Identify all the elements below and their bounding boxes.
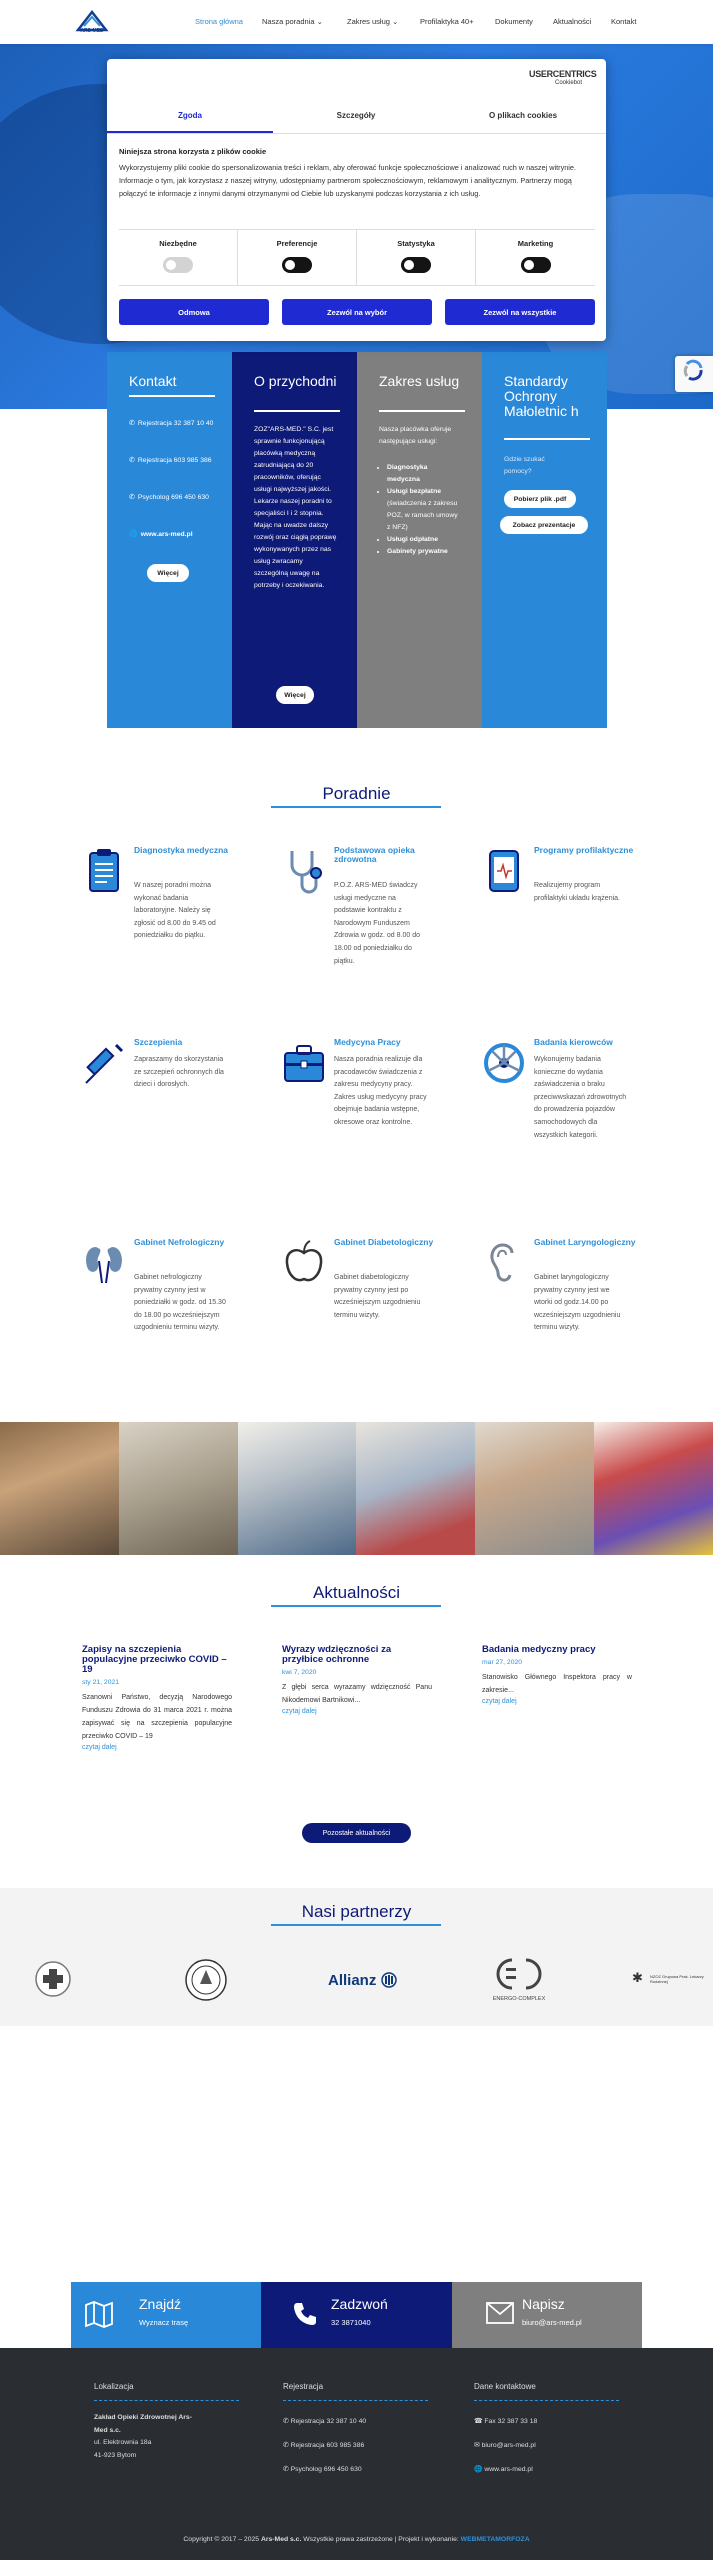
gallery-photo[interactable] xyxy=(119,1422,238,1555)
footer-fax xyxy=(474,2416,537,2429)
allianz-eagle-icon xyxy=(381,1972,397,1988)
tablet-icon xyxy=(482,846,526,896)
energo-complex-logo[interactable] xyxy=(484,1954,554,2004)
energo-complex-text: ENERGO-COMPLEX xyxy=(492,1996,546,2002)
nzoz-logo-text: NZOZ Grupowa Prak. Lekarzy Rodzinnej xyxy=(650,1974,704,1984)
globe-icon: 🌐 xyxy=(474,2466,485,2473)
services-list xyxy=(379,462,459,558)
clinic-description: P.O.Z. ARS-MED świadczy usługi medyczne na podstawie kontraktu z Narodowym Funduszem Zdrowia w godz. od 8.00 do 18.00 od poniedziałku do piątku. xyxy=(334,882,420,965)
news-item xyxy=(482,1645,632,1705)
cookiebot-label: Cookiebot xyxy=(555,80,583,86)
clinic-item xyxy=(82,1238,257,1418)
clipboard-icon xyxy=(82,846,126,896)
energo-complex-symbol-icon xyxy=(484,1954,554,1994)
contact-find-title: Znajdź xyxy=(139,2296,182,2312)
phone-icon: ✆ xyxy=(283,2466,291,2473)
services-item-note: (świadczenia z zakresu POZ, w ramach umowy z NFZ) xyxy=(387,500,458,531)
read-more-link[interactable]: czytaj dalej xyxy=(282,1708,317,1715)
more-button[interactable]: Więcej xyxy=(276,686,314,704)
footer-heading-rejestracja: Rejestracja xyxy=(283,2382,324,2391)
webmetamorfoza-link[interactable]: WEBMETAMORFOZA xyxy=(460,2536,530,2543)
nav-aktualnosci[interactable]: Aktualności xyxy=(553,17,592,26)
steering-wheel-icon xyxy=(482,1038,526,1088)
clinic-item xyxy=(82,846,257,1026)
contact-find[interactable] xyxy=(71,2282,261,2348)
divider xyxy=(107,133,606,134)
nav-nasza-poradnia[interactable] xyxy=(262,17,323,26)
phone-icon: ✆ xyxy=(129,457,135,464)
clinic-item xyxy=(482,1038,657,1218)
news-date: kwi 7, 2020 xyxy=(282,1669,317,1676)
stethoscope-icon xyxy=(282,846,326,896)
gallery-photo[interactable] xyxy=(356,1422,475,1555)
allow-all-button[interactable]: Zezwól na wszystkie xyxy=(445,299,595,325)
contact-write-title: Napisz xyxy=(522,2296,565,2312)
toggle-niezbedne xyxy=(163,257,193,273)
clinic-title[interactable]: Gabinet Nefrologiczny xyxy=(134,1237,225,1247)
box-zakres-uslug xyxy=(357,352,482,728)
clinic-description: Nasza poradnia realizuje dla pracodawców świadczenia z zakresu medycyny pracy. Zakres usług medycyny pracy obejmuje badania wstępne, okresowe oraz kontrolne. xyxy=(334,1056,427,1126)
usercentrics-logo xyxy=(529,69,596,79)
clinic-item xyxy=(282,1238,457,1418)
news-title[interactable]: Wyrazy wdzięczności za przyłbice ochronne xyxy=(282,1644,392,1665)
nav-zakres-uslug[interactable] xyxy=(347,17,398,26)
contact-item[interactable] xyxy=(129,455,219,467)
contact-call[interactable] xyxy=(261,2282,452,2348)
news-title[interactable]: Zapisy na szczepienia populacyjne przeciwko COVID – 19 xyxy=(82,1644,227,1675)
nav-nasza-poradnia-label: Nasza poradnia xyxy=(262,17,315,26)
footer-website[interactable] xyxy=(474,2464,533,2477)
tab-szczegoly[interactable]: Szczegóły xyxy=(336,111,376,120)
nav-kontakt[interactable]: Kontakt xyxy=(611,17,637,26)
clinic-title[interactable]: Programy profilaktyczne xyxy=(534,845,634,855)
footer-phone-item[interactable] xyxy=(283,2440,364,2453)
more-news-button[interactable]: Pozostałe aktualności xyxy=(302,1823,411,1843)
nav-profilaktyka[interactable]: Profilaktyka 40+ xyxy=(420,17,474,26)
news-item xyxy=(282,1645,432,1715)
help-link[interactable]: Gdzie szukać pomocy? xyxy=(504,456,545,475)
clinic-description: W naszej poradni można wykonać badania laboratoryjne. Należy się zgłosić od 8.00 do 9.45 od poniedziałku do piątku. xyxy=(134,882,216,940)
footer-divider xyxy=(94,2400,239,2401)
copyright xyxy=(0,2536,713,2543)
contact-item[interactable] xyxy=(129,492,219,504)
footer-phone-item[interactable] xyxy=(283,2416,366,2429)
ear-icon xyxy=(482,1238,526,1288)
copyright-middle: Wszystkie prawa zastrzeżone | Projekt i wykonanie: xyxy=(301,2536,461,2543)
nav-dokumenty[interactable]: Dokumenty xyxy=(495,17,533,26)
section-underline xyxy=(271,1605,441,1607)
services-item[interactable] xyxy=(387,486,459,534)
phone-icon: ✆ xyxy=(129,494,135,501)
clinic-description: Wykonujemy badania konieczne do wydania zaświadczenia o braku przeciwwskazań zdrowotnych do prowadzenia pojazdów samochodowych dla wszystkich kategorii. xyxy=(534,1056,627,1139)
news-date: sty 21, 2021 xyxy=(82,1679,120,1686)
box-title: Standardy Ochrony Małoletnic h xyxy=(504,373,579,419)
website-link[interactable] xyxy=(129,529,219,541)
contact-item-text: Rejestracja 32 387 10 40 xyxy=(137,420,214,427)
contact-call-title: Zadzwoń xyxy=(331,2296,388,2312)
fax-icon: ☎ xyxy=(474,2418,485,2425)
toggle-preferencje[interactable] xyxy=(282,257,312,273)
clinic-title[interactable]: Szczepienia xyxy=(134,1037,183,1047)
footer-street: ul. Elektrownia 18a xyxy=(94,2439,152,2446)
title-underline xyxy=(129,395,215,397)
logo-text: ARS-MED xyxy=(80,28,104,34)
phone-icon: ✆ xyxy=(283,2442,291,2449)
title-underline xyxy=(254,410,340,412)
gallery-photo[interactable] xyxy=(594,1422,713,1555)
clinic-title[interactable]: Gabinet Laryngologiczny xyxy=(534,1237,636,1247)
cookie-consent-dialog xyxy=(107,59,606,341)
envelope-icon: ✉ xyxy=(474,2442,482,2449)
recaptcha-badge[interactable] xyxy=(675,356,713,392)
news-excerpt: Stanowisko Głównego Inspektora pracy w zakresie... xyxy=(482,1674,632,1694)
category-label: Preferencje xyxy=(276,239,318,248)
photo-gallery xyxy=(0,1422,713,1555)
services-item-name: Gabinety prywatne xyxy=(387,548,448,555)
clinic-title[interactable]: Podstawowa opieka zdrowotna xyxy=(334,845,415,864)
category-preferencje xyxy=(238,229,357,285)
category-label: Niezbędne xyxy=(159,239,197,248)
footer-divider xyxy=(474,2400,619,2401)
clinic-title[interactable]: Medycyna Pracy xyxy=(334,1037,401,1047)
clinic-description: Gabinet laryngologiczny prywatny czynny jest we wtorki od godz.14.00 po wcześniejszym uzgodnieniu terminu wizyty. xyxy=(534,1274,621,1332)
news-excerpt: Z głębi serca wyrazamy wdzięczność Panu Nikodemowi Bartnikowi... xyxy=(282,1684,432,1704)
clinic-item xyxy=(82,1038,257,1218)
phone-icon: ✆ xyxy=(129,420,135,427)
seal-logo[interactable] xyxy=(184,1958,228,2002)
services-item-name: Usługi odpłatne xyxy=(387,536,438,543)
category-niezbedne xyxy=(119,229,238,285)
footer-email-text: biuro@ars-med.pl xyxy=(481,2442,536,2449)
copyright-prefix: Copyright © 2017 – 2025 xyxy=(183,2536,261,2543)
footer-heading-dane: Dane kontaktowe xyxy=(474,2382,536,2391)
site-footer xyxy=(0,2348,713,2560)
services-intro: Nasza placówka oferuje następujące usługi: xyxy=(379,426,452,445)
gallery-photo[interactable] xyxy=(475,1422,594,1555)
footer-website-text: www.ars-med.pl xyxy=(484,2466,533,2473)
services-item-name: Usługi bezpłatne xyxy=(387,488,442,495)
phone-icon xyxy=(291,2300,319,2328)
cookie-title: Niniejsza strona korzysta z plików cookie xyxy=(119,147,267,156)
box-title: O przychodni xyxy=(254,373,337,389)
nav-strona-glowna[interactable]: Strona główna xyxy=(195,17,243,26)
contact-write[interactable] xyxy=(452,2282,642,2348)
services-item[interactable] xyxy=(387,462,459,486)
category-marketing xyxy=(476,229,595,285)
read-more-link[interactable]: czytaj dalej xyxy=(82,1744,117,1751)
read-more-link[interactable]: czytaj dalej xyxy=(482,1698,517,1705)
clinic-description: Realizujemy program profilaktyki układu krążenia. xyxy=(534,882,620,902)
box-o-przychodni xyxy=(232,352,357,728)
about-text: ZOZ"ARS-MED." S.C. jest sprawnie funkcjonującą placówką medyczną zatrudniającą do 20 pracowników, oferując usługi najwyższej jakości. Lekarze naszej poradni to specjaliści I i 2 stopnia. Mając na uwadze dalszy rozwój oraz ciągłą poprawę wykonywanych przez nas usług zwracamy szczególną uwagę na potrzeby i oczekiwania. xyxy=(254,426,337,589)
tab-zgoda[interactable]: Zgoda xyxy=(107,109,273,133)
clinic-title[interactable]: Diagnostyka medyczna xyxy=(134,845,229,855)
contact-item-text: Rejestracja 603 985 386 xyxy=(137,457,212,464)
section-underline xyxy=(271,806,441,808)
globe-icon: 🌐 xyxy=(129,531,138,538)
site-header xyxy=(0,0,713,44)
news-date: mar 27, 2020 xyxy=(482,1659,523,1666)
section-title-partnerzy: Nasi partnerzy xyxy=(301,1902,412,1921)
allianz-logo[interactable] xyxy=(328,1972,397,1989)
footer-city: 41-923 Bytom xyxy=(94,2452,137,2459)
clinic-description: Gabinet diabetologiczny prywatny czynny jest po wcześniejszym uzgodnieniu terminu wizyty. xyxy=(334,1274,421,1319)
contact-write-sub: biuro@ars-med.pl xyxy=(522,2318,582,2327)
contact-item-text: Psycholog 696 450 630 xyxy=(137,494,209,501)
nzoz-logo[interactable] xyxy=(632,1970,713,1990)
syringe-icon xyxy=(82,1038,126,1088)
map-icon xyxy=(83,2298,115,2330)
clinic-title[interactable]: Gabinet Diabetologiczny xyxy=(334,1237,434,1247)
download-pdf-button[interactable]: Pobierz plik .pdf xyxy=(504,490,576,508)
news-excerpt: Szanowni Państwo, decyzją Narodowego Funduszu Zdrowia do 31 marca 2021 r. można zapisywać się na szczepienia populacyjne przeciwko COVID – 19 xyxy=(82,1694,232,1740)
cookie-description: Wykorzystujemy pliki cookie do spersonalizowania treści i reklam, aby oferować funkcje społecznościowe i analizować ruch w naszej witrynie. Informacje o tym, jak korzystasz z naszej witryny, udostępniamy partnerom społecznościowym, reklamowym i analitycznym. Partnerzy mogą połączyć te informacje z innymi danymi otrzymanymi od Ciebie lub uzyskanymi podczas korzystania z ich usług. xyxy=(119,163,576,198)
toggle-marketing[interactable] xyxy=(521,257,551,273)
services-item[interactable] xyxy=(387,546,459,558)
clinic-description: Gabinet nefrologiczny prywatny czynny jest w poniedziałki w godz. od 15.30 do 18.00 po wcześniejszym uzgodnieniu terminu wizyty. xyxy=(134,1274,226,1332)
medical-star-icon: ✱ xyxy=(632,1970,643,1985)
footer-phone-text: Psycholog 696 450 630 xyxy=(290,2466,362,2473)
gallery-photo[interactable] xyxy=(0,1422,119,1555)
view-presentation-button[interactable]: Zobacz prezentacje xyxy=(500,516,588,534)
news-title[interactable]: Badania medyczny pracy xyxy=(482,1644,596,1655)
category-label: Statystyka xyxy=(397,239,435,248)
footer-company-name: Zakład Opieki Zdrowotnej Ars-Med s.c. xyxy=(94,2414,192,2434)
section-title-poradnie: Poradnie xyxy=(322,784,391,803)
clinic-item xyxy=(482,846,657,1026)
kidneys-icon xyxy=(82,1238,126,1288)
footer-phone-text: Rejestracja 32 387 10 40 xyxy=(290,2418,367,2425)
website-link-text: www.ars-med.pl xyxy=(140,531,193,538)
title-underline xyxy=(504,438,590,440)
chevron-down-icon: ⌄ xyxy=(392,17,399,26)
contact-find-sub: Wyznacz trasę xyxy=(139,2318,189,2327)
category-statystyka xyxy=(357,229,476,285)
phone-icon: ✆ xyxy=(283,2418,291,2425)
nav-zakres-uslug-label: Zakres usług xyxy=(347,17,390,26)
allow-selection-button[interactable]: Zezwól na wybór xyxy=(282,299,432,325)
clinic-item xyxy=(282,846,457,1026)
box-kontakt xyxy=(107,352,232,728)
recaptcha-icon xyxy=(675,356,713,392)
box-title: Kontakt xyxy=(129,373,177,389)
section-underline xyxy=(271,1924,441,1926)
section-title-aktualnosci: Aktualności xyxy=(313,1583,400,1602)
envelope-icon xyxy=(486,2302,514,2324)
clinic-description: Zapraszamy do skorzystania ze szczepień ochronnych dla dzieci i dorosłych. xyxy=(134,1056,224,1089)
title-underline xyxy=(379,410,465,412)
allianz-logo-text: Allianz xyxy=(328,1972,377,1989)
partners-section xyxy=(0,1888,713,2026)
apple-icon xyxy=(282,1238,326,1288)
copyright-company: Ars-Med s.c. xyxy=(260,2536,302,2543)
footer-fax-text: Fax 32 387 33 18 xyxy=(484,2418,538,2425)
footer-email[interactable] xyxy=(474,2440,536,2453)
category-label: Marketing xyxy=(517,239,554,248)
box-standardy-ochrony xyxy=(482,352,607,728)
footer-phone-text: Rejestracja 603 985 386 xyxy=(290,2442,365,2449)
more-button[interactable]: Więcej xyxy=(147,564,189,582)
chevron-down-icon: ⌄ xyxy=(316,17,323,26)
footer-phone-item[interactable] xyxy=(283,2464,362,2477)
services-item[interactable] xyxy=(387,534,459,546)
contact-call-sub: 32 3871040 xyxy=(331,2318,371,2327)
footer-heading-lokalizacja: Lokalizacja xyxy=(94,2382,134,2391)
gallery-photo[interactable] xyxy=(238,1422,357,1555)
footer-divider xyxy=(283,2400,428,2401)
news-item xyxy=(82,1645,232,1751)
clinic-item xyxy=(282,1038,457,1218)
services-item-name: Diagnostyka medyczna xyxy=(387,464,428,483)
clinic-title[interactable]: Badania kierowców xyxy=(534,1037,613,1047)
deny-button[interactable]: Odmowa xyxy=(119,299,269,325)
contact-item[interactable] xyxy=(129,418,219,430)
tab-o-plikach-cookies[interactable]: O plikach cookies xyxy=(488,111,558,120)
clinic-item xyxy=(482,1238,657,1418)
cross-emblem-logo[interactable] xyxy=(34,1960,72,1998)
box-title: Zakres usług xyxy=(379,373,460,389)
briefcase-icon xyxy=(282,1038,326,1088)
toggle-statystyka[interactable] xyxy=(401,257,431,273)
divider xyxy=(119,285,595,286)
usercentrics-logo-text: USERCENTRICS xyxy=(529,69,597,79)
